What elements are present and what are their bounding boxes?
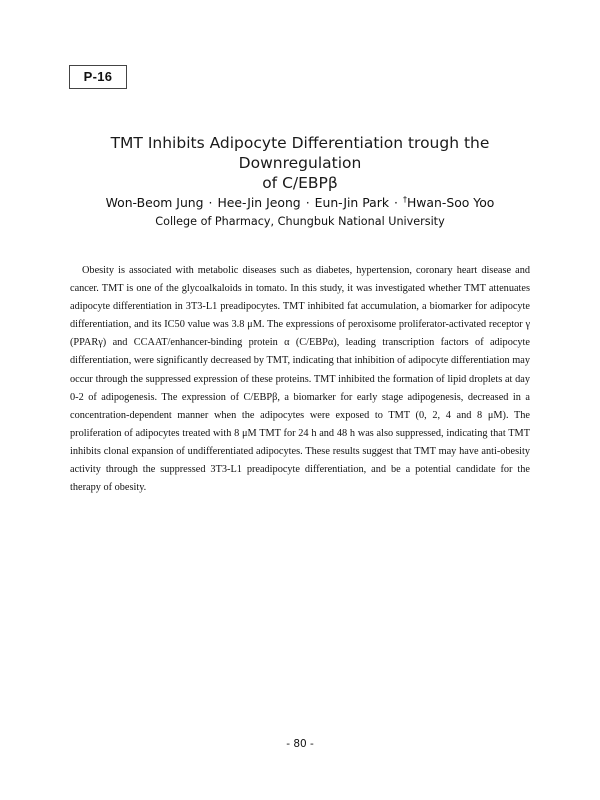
poster-number-label: P-16 (69, 65, 127, 89)
author-name: Eun-Jin Park (314, 195, 390, 210)
author-separator: · (305, 195, 310, 210)
author-name: Hee-Jin Jeong (217, 195, 301, 210)
page-number: - 80 - (286, 738, 314, 750)
author-list (40, 192, 560, 211)
title-line-2: of C/EBPβ (262, 174, 338, 192)
corresponding-author-mark: † (402, 195, 407, 204)
paper-title (55, 133, 545, 193)
title-line-1: TMT Inhibits Adipocyte Differentiation trough the Downregulation (110, 134, 490, 172)
author-name: Won-Beom Jung (105, 195, 204, 210)
abstract-body: Obesity is associated with metabolic diseases such as diabetes, hypertension, coronary heart disease and cancer. TMT is one of the glycoalkaloids in tomato. In this study, it was investigated whether TMT attenuates adipocyte differentiation in 3T3-L1 preadipocytes. TMT inhibited fat accumulation, a biomarker for adipocyte differentiation, and its IC50 value was 3.8 μM. The expressions of peroxisome proliferator-activated receptor γ (PPARγ) and CCAAT/enhancer-binding protein α (C/EBPα), leading transcription factors of adipocyte differentiation, were significantly decreased by TMT, indicating that inhibition of adipocyte differentiation may occur through the suppressed expression of these proteins. TMT inhibited the formation of lipid droplets at day 0-2 of adipogenesis. The expression of C/EBPβ, a biomarker for early stage adipogenesis, decreased in a concentration-dependent manner when the adipocytes were exposed to TMT (0, 2, 4 and 8 μM). The proliferation of adipocytes treated with 8 μM TMT for 24 h and 48 h was also suppressed, indicating that TMT inhibits clonal expansion of undifferentiated adipocytes. These results suggest that TMT may have anti-obesity activity through the suppressed 3T3-L1 preadipocyte differentiation, and be a potential candidate for the therapy of obesity. (70, 265, 530, 494)
author-separator: · (208, 195, 213, 210)
author-name: Hwan-Soo Yoo (406, 195, 495, 210)
author-separator: · (394, 195, 398, 210)
affiliation: College of Pharmacy, Chungbuk National University (155, 215, 445, 228)
